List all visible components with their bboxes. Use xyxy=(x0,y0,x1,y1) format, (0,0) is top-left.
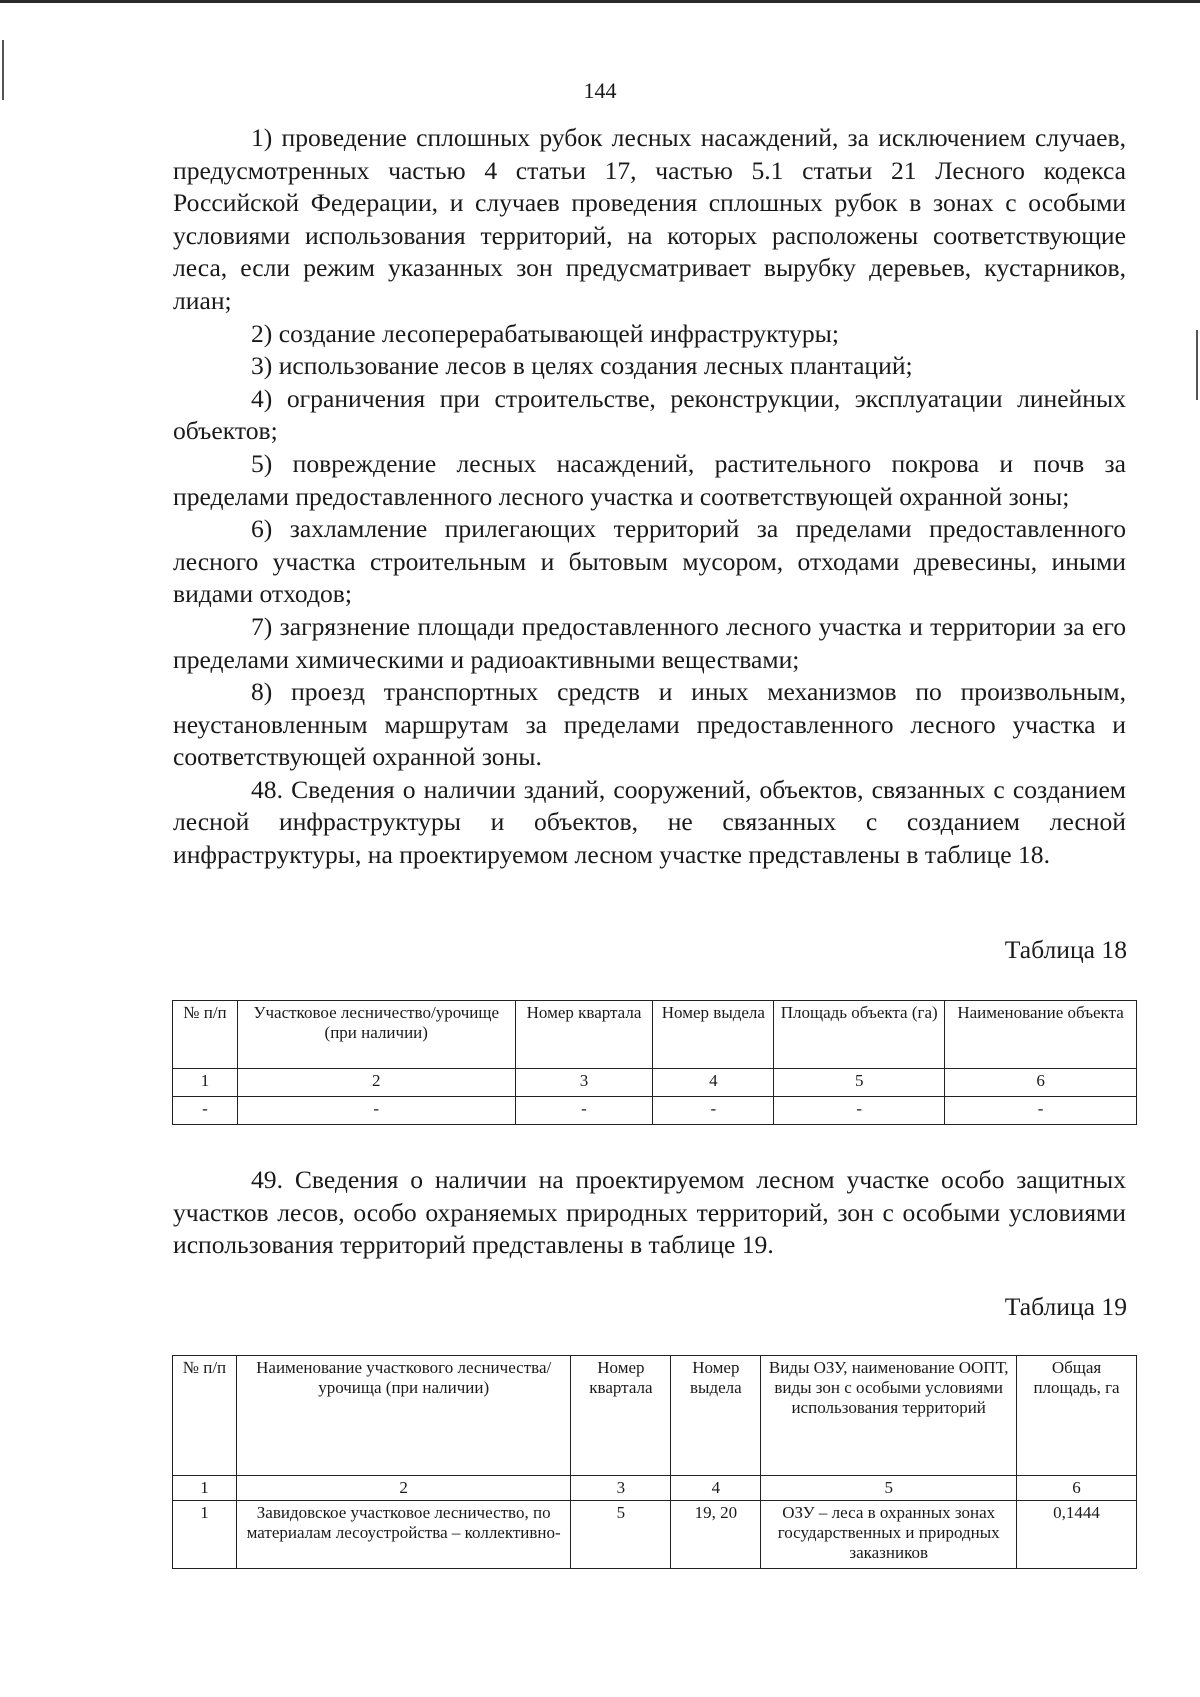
table-cell: 19, 20 xyxy=(671,1501,761,1569)
table-row xyxy=(173,1097,1137,1125)
table-header-cell: Номер квартала xyxy=(571,1356,671,1476)
table-cell: 2 xyxy=(237,1069,515,1097)
table-header-cell: Номер квартала xyxy=(515,1001,653,1069)
table-cell: 4 xyxy=(671,1476,761,1501)
table-header-cell: Наименование участкового лесничества/урочища (при наличии) xyxy=(236,1356,571,1476)
table-header-cell: Наименование объекта xyxy=(945,1001,1137,1069)
document-body xyxy=(173,122,1126,872)
table-header-cell: Площадь объекта (га) xyxy=(774,1001,945,1069)
table-cell: - xyxy=(237,1097,515,1125)
table-cell: 6 xyxy=(1017,1476,1137,1501)
list-item: 4) ограничения при строительстве, реконструкции, эксплуатации линейных объектов; xyxy=(173,383,1126,446)
scan-margin-mark xyxy=(1196,330,1198,400)
list-item: 8) проезд транспортных средств и иных механизмов по произвольным, неустановленным маршрутам за пределами предоставленного лесного участка и соответствующей охранной зоны. xyxy=(173,677,1126,772)
page-number: 144 xyxy=(583,78,617,103)
table-cell: 1 xyxy=(173,1501,237,1569)
table-cell: 3 xyxy=(515,1069,653,1097)
table-cell: 5 xyxy=(774,1069,945,1097)
section-49-paragraph: 49. Сведения о наличии на проектируемом лесном участке особо защитных участков лесов, особо охраняемых природных территорий, зон с особыми условиями использования территорий представлены в таблице 19. xyxy=(173,1165,1126,1260)
table-cell: 1 xyxy=(173,1476,237,1501)
list-item: 2) создание лесоперерабатывающей инфраструктуры; xyxy=(251,318,839,348)
table-18 xyxy=(172,1000,1137,1125)
table-cell: 2 xyxy=(236,1476,571,1501)
table-cell: 5 xyxy=(571,1501,671,1569)
table-header-cell: Участковое лесничество/урочище (при наличии) xyxy=(237,1001,515,1069)
table-numbering-row xyxy=(173,1069,1137,1097)
table-cell: - xyxy=(774,1097,945,1125)
table-header-cell: Общая площадь, га xyxy=(1017,1356,1137,1476)
table-cell: 0,1444 xyxy=(1017,1501,1137,1569)
list-item: 1) проведение сплошных рубок лесных насаждений, за исключением случаев, предусмотренных частью 4 статьи 17, частью 5.1 статьи 21 Лесного кодекса Российской Федерации, и случаев проведения сплошных рубок в зонах с особыми условиями использования территорий, на которых расположены соответствующие леса, если режим указанных зон предусматривает вырубку деревьев, кустарников, лиан; xyxy=(173,123,1126,315)
table-cell: ОЗУ – леса в охранных зонах государственных и природных заказников xyxy=(761,1501,1017,1569)
table-19 xyxy=(172,1355,1137,1569)
section-49-block xyxy=(173,1164,1126,1262)
table-cell: - xyxy=(945,1097,1137,1125)
table-cell: 3 xyxy=(571,1476,671,1501)
table-cell: 4 xyxy=(653,1069,774,1097)
table-header-cell: Номер выдела xyxy=(671,1356,761,1476)
table-cell: - xyxy=(173,1097,238,1125)
table-header-row xyxy=(173,1356,1137,1476)
table-cell: 1 xyxy=(173,1069,238,1097)
list-item: 7) загрязнение площади предоставленного лесного участка и территории за его пределами химическими и радиоактивными веществами; xyxy=(173,611,1126,674)
page-top-edge xyxy=(0,0,1200,3)
table-header-row xyxy=(173,1001,1137,1069)
table-cell: 6 xyxy=(945,1069,1137,1097)
table-numbering-row xyxy=(173,1476,1137,1501)
table-18-caption: Таблица 18 xyxy=(1004,935,1127,964)
table-header-cell: № п/п xyxy=(173,1001,238,1069)
table-cell: Завидовское участковое лесничество, по материалам лесоустройства – коллективно- xyxy=(236,1501,571,1569)
list-item: 5) повреждение лесных насаждений, растительного покрова и почв за пределами предоставленного лесного участка и соответствующей охранной зоны; xyxy=(173,448,1126,511)
table-cell: - xyxy=(653,1097,774,1125)
table-19-caption: Таблица 19 xyxy=(1004,1292,1127,1321)
table-row xyxy=(173,1501,1137,1569)
table-header-cell: № п/п xyxy=(173,1356,237,1476)
list-item: 6) захламление прилегающих территорий за пределами предоставленного лесного участка строительным и бытовым мусором, отходами древесины, иными видами отходов; xyxy=(173,514,1126,609)
table-cell: 5 xyxy=(761,1476,1017,1501)
list-item: 3) использование лесов в целях создания лесных плантаций; xyxy=(251,351,913,381)
table-header-cell: Виды ОЗУ, наименование ООПТ, виды зон с особыми условиями использования территорий xyxy=(761,1356,1017,1476)
table-header-cell: Номер выдела xyxy=(653,1001,774,1069)
table-cell: - xyxy=(515,1097,653,1125)
section-48-paragraph: 48. Сведения о наличии зданий, сооружений, объектов, связанных с созданием лесной инфраструктуры и объектов, не связанных с созданием лесной инфраструктуры, на проектируемом лесном участке представлены в таблице 18. xyxy=(173,774,1126,870)
